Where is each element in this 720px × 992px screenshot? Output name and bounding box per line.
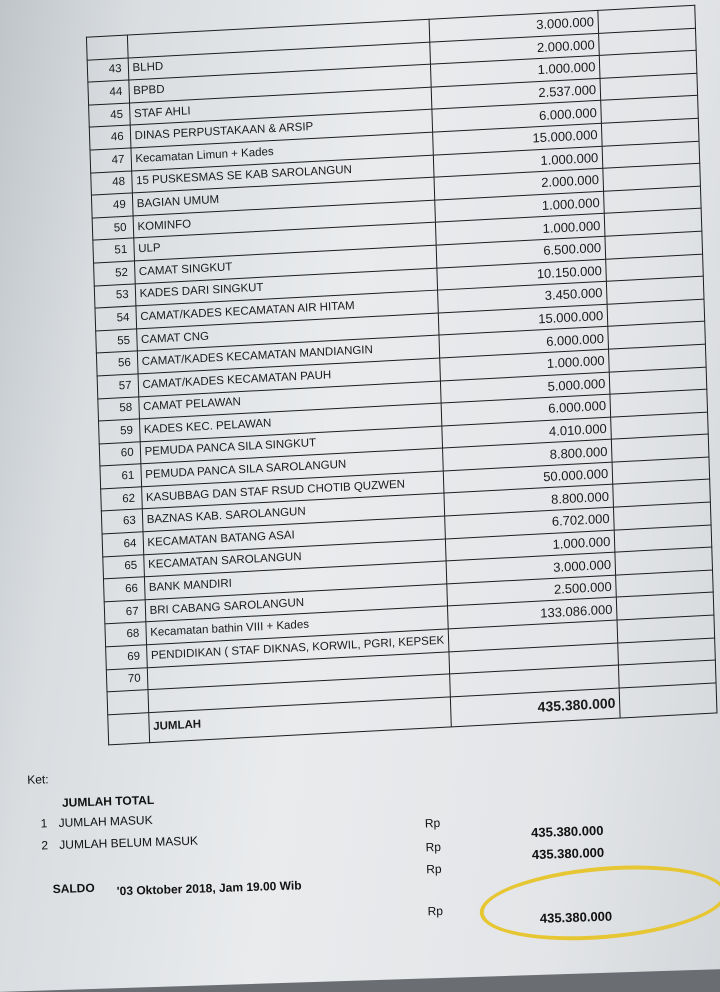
row-number: 51: [93, 238, 134, 263]
row-name: KOMINFO: [133, 200, 436, 238]
row-amount: 2.000.000: [430, 33, 600, 64]
row-amount: 1.000.000: [436, 214, 606, 245]
total-amount: 435.380.000: [450, 688, 620, 727]
row-amount: 2.000.000: [434, 168, 604, 199]
row-number: 61: [100, 464, 141, 489]
jumlah-masuk-label: JUMLAH MASUK: [58, 813, 153, 830]
ket-label: Ket:: [27, 772, 49, 787]
row-name: CAMAT/KADES KECAMATAN PAUH: [138, 358, 441, 396]
row-name: CAMAT/KADES KECAMATAN MANDIANGIN: [137, 335, 440, 373]
rp-label-2: Rp: [425, 839, 442, 855]
row-name: PEMUDA PANCA SILA SAROLANGUN: [140, 448, 443, 486]
row-name: BRI CABANG SAROLANGUN: [145, 584, 448, 622]
jumlah-total-label: JUMLAH TOTAL: [61, 792, 155, 810]
saldo-amount: 435.380.000: [539, 908, 613, 926]
row-name: 15 PUSKESMAS SE KAB SAROLANGUN: [131, 155, 434, 193]
row-name: KASUBBAG DAN STAF RSUD CHOTIB QUZWEN: [141, 471, 444, 509]
row-number: 58: [98, 396, 139, 421]
rp-label-saldo: Rp: [427, 903, 444, 919]
jumlah-belum-amount: 435.380.000: [531, 844, 605, 863]
row-name: KECAMATAN SAROLANGUN: [143, 539, 446, 577]
row-number: 60: [99, 442, 140, 467]
row-amount: 1.000.000: [440, 349, 610, 380]
rp-label-1: Rp: [424, 815, 441, 831]
row-number: 59: [99, 419, 140, 444]
row-number: 48: [91, 171, 132, 196]
row-amount: 5.000.000: [441, 372, 611, 403]
row-number: 70: [106, 667, 147, 692]
row-number: 49: [91, 193, 132, 218]
row-amount: 6.702.000: [445, 507, 615, 538]
jumlah-masuk-amount: 435.380.000: [530, 822, 604, 841]
row-name: BANK MANDIRI: [144, 561, 447, 599]
row-amount: 3.000.000: [446, 552, 616, 583]
row-name: CAMAT SINGKUT: [134, 245, 437, 283]
row-amount: 6.000.000: [441, 394, 611, 425]
row-number: 45: [89, 103, 130, 128]
row-name: Kecamatan Limun + Kades: [131, 132, 434, 170]
row-name: Kecamatan bathin VIII + Kades: [145, 606, 448, 644]
row-number: 65: [103, 554, 144, 579]
row-number: 56: [96, 351, 137, 376]
row-number: 43: [87, 58, 128, 83]
saldo-label: SALDO: [52, 880, 95, 897]
row-number: 64: [102, 532, 143, 557]
table-body: [86, 5, 716, 714]
row-amount: 2.537.000: [431, 78, 601, 109]
row-number: [107, 690, 148, 715]
row-amount: 6.000.000: [432, 101, 602, 132]
row-number: 50: [92, 216, 133, 241]
row-amount: 3.000.000: [429, 10, 599, 41]
row-number: 55: [96, 329, 137, 354]
row-name: CAMAT CNG: [136, 313, 439, 351]
row-number: 54: [95, 306, 136, 331]
row-amount: 8.800.000: [444, 485, 614, 516]
row-number: [86, 35, 127, 60]
donation-table: [86, 5, 718, 745]
row-name: ULP: [133, 222, 436, 260]
row-amount: 15.000.000: [433, 123, 603, 154]
row-amount: 6.000.000: [439, 327, 609, 358]
row-name: DINAS PERPUSTAKAAN & ARSIP: [130, 110, 433, 148]
row-number: 67: [104, 600, 145, 625]
total-label: JUMLAH: [148, 697, 451, 743]
row-number: 62: [101, 487, 142, 512]
row-name: CAMAT PELAWAN: [138, 381, 441, 419]
row-amount: 8.800.000: [443, 439, 613, 470]
row-name: STAF AHLI: [129, 87, 432, 125]
row-number: 63: [101, 509, 142, 534]
row-amount: 6.500.000: [436, 236, 606, 267]
row-amount: 2.500.000: [447, 575, 617, 606]
row-name: KADES KEC. PELAWAN: [139, 403, 442, 441]
row-amount: 133.086.000: [448, 598, 618, 629]
row-amount: 15.000.000: [438, 304, 608, 335]
total-no-cell: [108, 713, 149, 745]
row-amount: 50.000.000: [443, 462, 613, 493]
total-extra-cell: [619, 683, 717, 718]
row-number: 57: [97, 374, 138, 399]
row-number: 46: [89, 125, 130, 150]
row-amount: 10.150.000: [437, 259, 607, 290]
row-number: 52: [94, 261, 135, 286]
row-number: 69: [106, 645, 147, 670]
row-amount: 1.000.000: [446, 530, 616, 561]
row-name: BPBD: [128, 64, 431, 102]
rp-label-3: Rp: [426, 861, 442, 877]
row-name: KADES DARI SINGKUT: [135, 268, 438, 306]
jumlah-belum-masuk-label: JUMLAH BELUM MASUK: [59, 833, 199, 852]
row-amount: 3.450.000: [438, 281, 608, 312]
saldo-date: '03 Oktober 2018, Jam 19.00 Wib: [116, 878, 302, 899]
row-amount: 1.000.000: [431, 56, 601, 87]
row-amount: 1.000.000: [435, 191, 605, 222]
row-amount: 4.010.000: [442, 417, 612, 448]
row-number: 53: [94, 283, 135, 308]
row-number: 68: [105, 622, 146, 647]
row-name: PENDIDIKAN ( STAF DIKNAS, KORWIL, PGRI, KEPSEK: [146, 629, 449, 667]
row-amount: 1.000.000: [433, 146, 603, 177]
row-number: 47: [90, 148, 131, 173]
row-number: 44: [88, 80, 129, 105]
row-name: PEMUDA PANCA SILA SINGKUT: [140, 426, 443, 464]
row-name: BLHD: [128, 42, 431, 80]
item-2-no: 2: [41, 838, 49, 853]
row-name: BAGIAN UMUM: [132, 177, 435, 215]
row-name: CAMAT/KADES KECAMATAN AIR HITAM: [136, 290, 439, 328]
item-1-no: 1: [40, 816, 48, 831]
row-name: BAZNAS KAB. SAROLANGUN: [142, 493, 445, 531]
row-number: 66: [103, 577, 144, 602]
row-name: KECAMATAN BATANG ASAI: [143, 516, 446, 554]
